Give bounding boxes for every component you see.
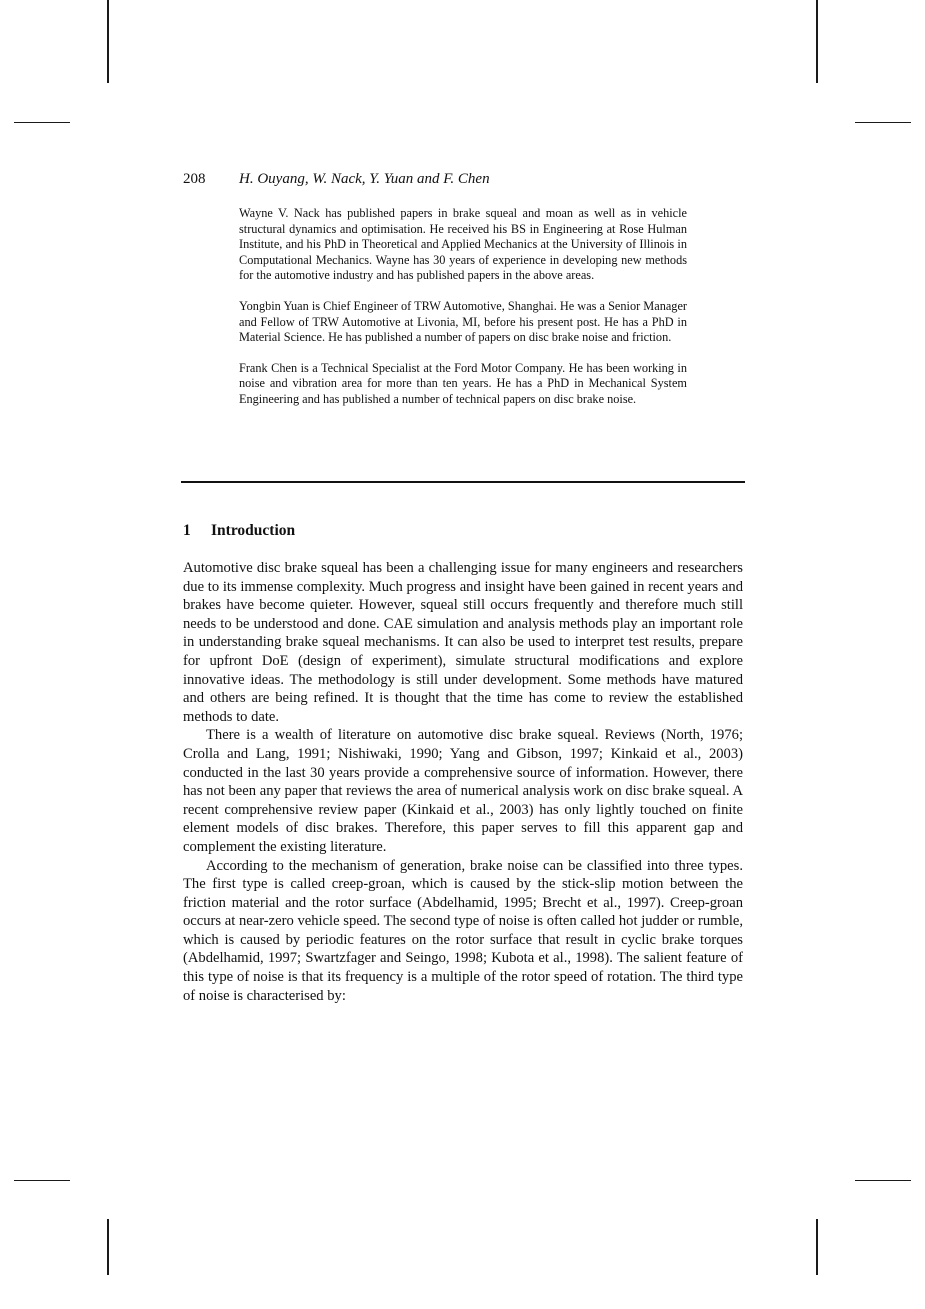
- crop-mark-top-right: [816, 0, 818, 83]
- body-paragraph: Automotive disc brake squeal has been a challenging issue for many engineers and researchers due to its immense complexity. Much progress and insight have been gained in recent years and brakes have become quieter. However, squeal still occurs frequently and therefore much still needs to be understood and done. CAE simulation and analysis methods play an important role in understanding brake squeal mechanisms. It can also be used to interpret test results, prepare for upfront DoE (design of experiment), simulate structural modifications and explore innovative ideas. The methodology is still under development. Some methods have matured and others are being refined. It is thought that the time has come to review the established methods to date.: [183, 560, 743, 725]
- bio-wayne-nack: Wayne V. Nack has published papers in brake squeal and moan as well as in vehicle structural dynamics and optimisation. He received his BS in Engineering at Rose Hulman Institute, and his PhD in Theoretical and Applied Mechanics at the University of Illinois in Computational Mechanics. Wayne has 30 years of experience in developing new methods for the automotive industry and has published papers in the above areas.: [239, 206, 687, 283]
- crop-mark-top-left: [107, 0, 109, 83]
- section-title: Introduction: [211, 522, 296, 539]
- author-biographies: [239, 206, 687, 423]
- crop-mark-left-lower: [14, 1180, 70, 1181]
- running-head: [183, 170, 743, 188]
- body-paragraph: According to the mechanism of generation, brake noise can be classified into three types. The first type is called creep-groan, which is caused by the stick-slip motion between the friction material and the rotor surface (Abdelhamid, 1995; Brecht et al., 1997). Creep-groan occurs at near-zero vehicle speed. The second type of noise is often called hot judder or rumble, which is caused by periodic features on the rotor surface that result in cyclic brake torques (Abdelhamid, 1997; Swartzfager and Seingo, 1998; Kubota et al., 1998). The salient feature of this type of noise is that its frequency is a multiple of the rotor speed of rotation. The third type of noise is characterised by:: [183, 857, 743, 1004]
- page-number: 208: [183, 171, 206, 187]
- crop-mark-right-lower: [855, 1180, 911, 1181]
- section-heading: [183, 521, 295, 541]
- crop-mark-right-upper: [855, 122, 911, 123]
- bio-frank-chen: Frank Chen is a Technical Specialist at the Ford Motor Company. He has been working in noise and vibration area for more than ten years. He has a PhD in Mechanical System Engineering and has published a number of technical papers on disc brake noise.: [239, 360, 687, 406]
- horizontal-rule: [181, 481, 745, 483]
- crop-mark-left-upper: [14, 122, 70, 123]
- body-paragraph: There is a wealth of literature on automotive disc brake squeal. Reviews (North, 1976; Crolla and Lang, 1991; Nishiwaki, 1990; Yang and Gibson, 1997; Kinkaid et al., 2003) conducted in the last 30 years provide a comprehensive source of information. However, there has not been any paper that reviews the area of numerical analysis work on disc brake squeal. A recent comprehensive review paper (Kinkaid et al., 2003) has only lightly touched on finite element models of disc brakes. Therefore, this paper serves to fill this apparent gap and complement the existing literature.: [183, 727, 743, 855]
- running-head-authors: H. Ouyang, W. Nack, Y. Yuan and F. Chen: [239, 171, 490, 187]
- bio-yongbin-yuan: Yongbin Yuan is Chief Engineer of TRW Automotive, Shanghai. He was a Senior Manager and Fellow of TRW Automotive at Livonia, MI, before his present post. He has a PhD in Material Science. He has published a number of papers on disc brake noise and friction.: [239, 298, 687, 345]
- section-number: 1: [183, 522, 191, 539]
- crop-mark-bottom-right: [816, 1219, 818, 1275]
- crop-mark-bottom-left: [107, 1219, 109, 1275]
- body-text: [183, 559, 743, 1005]
